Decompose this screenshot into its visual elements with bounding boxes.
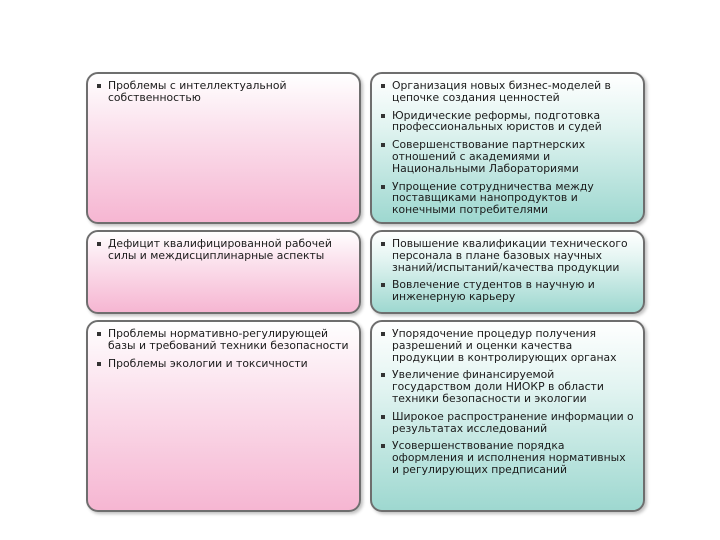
solution-item: Юридические реформы, подготовка профессиональных юристов и судей [392, 110, 635, 134]
problem-box-2 [86, 230, 361, 314]
solution-list-1 [372, 74, 643, 216]
problem-item: Дефицит квалифицированной рабочей силы и междисциплинарные аспекты [108, 238, 351, 262]
solution-item: Совершенствование партнерских отношений с академиями и Национальными Лабораториями [392, 139, 635, 174]
problem-item: Проблемы нормативно-регулирующей базы и требований техники безопасности [108, 328, 351, 352]
problem-item: Проблемы экологии и токсичности [108, 358, 351, 370]
solution-item: Упорядочение процедур получения разрешений и оценки качества продукции в контролирующих органах [392, 328, 635, 363]
solution-item: Вовлечение студентов в научную и инженерную карьеру [392, 279, 635, 303]
solution-box-3 [370, 320, 645, 512]
solution-item: Увеличение финансируемой государством доли НИОКР в области техники безопасности и экологии [392, 369, 635, 404]
problem-list-1 [88, 74, 359, 104]
problem-item: Проблемы с интеллектуальной собственностью [108, 80, 351, 104]
solution-box-2 [370, 230, 645, 314]
solution-list-3 [372, 322, 643, 476]
problem-list-2 [88, 232, 359, 262]
solution-item: Повышение квалификации технического персонала в плане базовых научных знаний/испытаний/качества продукции [392, 238, 635, 273]
solution-box-1 [370, 72, 645, 224]
solution-item: Организация новых бизнес-моделей в цепочке создания ценностей [392, 80, 635, 104]
solution-list-2 [372, 232, 643, 303]
problem-list-3 [88, 322, 359, 369]
solution-item: Широкое распространение информации о результатах исследований [392, 409, 634, 435]
problem-box-1 [86, 72, 361, 224]
solution-item: Усовершенствование порядка оформления и исполнения нормативных и регулирующих предписаний [392, 440, 635, 475]
problem-box-3 [86, 320, 361, 512]
solution-item: Упрощение сотрудничества между поставщиками нанопродуктов и конечными потребителями [392, 181, 635, 216]
